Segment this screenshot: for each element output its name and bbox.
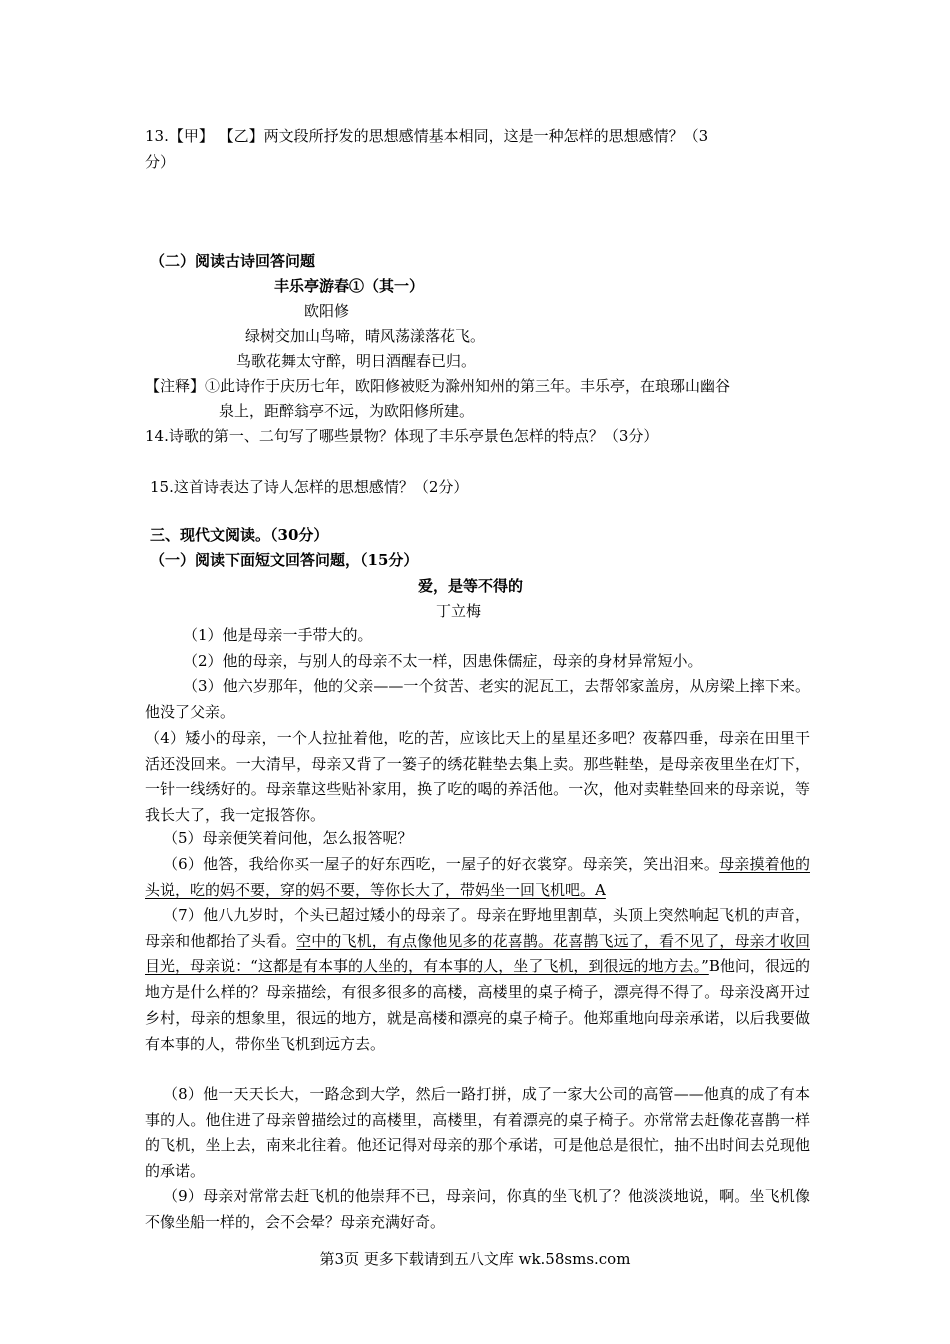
paragraph-7-text-2: B他问，很远的地方是什么样的？母亲描绘，有很多很多的高楼，高楼里的桌子椅子，漂亮得不得了。母亲没离开过乡村，母亲的想象里，很远的地方，就是高楼和漂亮的桌子椅子。他郑重地向母亲承诺，以后我要做有本事的人，带你坐飞机到远方去。 xyxy=(145,957,810,1053)
question-13-line2: 分） xyxy=(145,153,176,171)
poem-line-2: 鸟歌花舞太守醉，明日酒醒春已归。 xyxy=(236,352,477,370)
paragraph-2: （2）他的母亲，与别人的母亲不太一样，因患侏儒症，母亲的身材异常短小。 xyxy=(183,652,703,670)
article-title: 爱，是等不得的 xyxy=(418,577,524,595)
page-footer: 第3页 更多下载请到五八文库 wk.58sms.com xyxy=(319,1250,631,1268)
modern-sub-heading: （一）阅读下面短文回答问题，（15分） xyxy=(150,551,419,569)
poem-title: 丰乐亭游春①（其一） xyxy=(274,277,425,295)
question-13-line1: 13.【甲】 【乙】两文段所抒发的思想感情基本相同，这是一种怎样的思想感情？（3 xyxy=(145,127,709,145)
paragraph-6 xyxy=(145,852,810,903)
paragraph-3: （3）他六岁那年，他的父亲——一个贫苦、老实的泥瓦工，去帮邻家盖房，从房梁上摔下来。他没了父亲。 xyxy=(145,677,810,721)
paragraph-7-text-1: （7）他八九岁时，个头已超过矮小的母亲了。母亲在野地里割草，头顶上突然响起飞机的声音，母亲和他都抬了头看。 xyxy=(145,906,810,950)
poem-note-line1: 【注释】①此诗作于庆历七年，欧阳修被贬为滁州知州的第三年。丰乐亭，在琅琊山幽谷 xyxy=(145,377,731,395)
underlined-sentence-a: 母亲摸着他的头说，吃的妈不要，穿的妈不要，等你长大了，带妈坐一回飞机吧。A xyxy=(145,855,810,899)
poem-author: 欧阳修 xyxy=(304,302,350,320)
paragraph-8: （8）他一天天长大，一路念到大学，然后一路打拼，成了一家大公司的高管——他真的成了有本事的人。他住进了母亲曾描绘过的高楼里，高楼里，有着漂亮的桌子椅子。亦常常去赶像花喜鹊一样的飞机，坐上去，南来北往着。他还记得对母亲的那个承诺，可是他总是很忙，抽不出时间去兑现他的承诺。 xyxy=(145,1085,810,1181)
question-14: 14.诗歌的第一、二句写了哪些景物？体现了丰乐亭景色怎样的特点？（3分） xyxy=(145,427,659,445)
poem-note-line2: 泉上，距醉翁亭不远，为欧阳修所建。 xyxy=(219,402,475,420)
question-15: 15.这首诗表达了诗人怎样的思想感情？（2分） xyxy=(150,478,469,496)
paragraph-1: （1）他是母亲一手带大的。 xyxy=(183,626,373,644)
poem-section-heading: （二）阅读古诗回答问题 xyxy=(150,252,316,270)
paragraph-6-text: （6）他答，我给你买一屋子的好东西吃，一屋子的好衣裳穿。母亲笑，笑出泪来。 xyxy=(163,855,720,873)
paragraph-4: （4）矮小的母亲，一个人拉扯着他，吃的苦，应该比天上的星星还多吧？夜幕四垂，母亲在田里干活还没回来。一大清早，母亲又背了一篓子的绣花鞋垫去集上卖。那些鞋垫，是母亲夜里坐在灯下，一针一线绣好的。母亲靠这些贴补家用，换了吃的喝的养活他。一次，他对卖鞋垫回来的母亲说，等我长大了，我一定报答你。 xyxy=(145,729,810,825)
paragraph-5: （5）母亲便笑着问他，怎么报答呢？ xyxy=(163,829,413,847)
poem-line-1: 绿树交加山鸟啼，晴风荡漾落花飞。 xyxy=(245,327,486,345)
underlined-sentence-b: 空中的飞机，有点像他见多的花喜鹊。花喜鹊飞远了，看不见了，母亲才收回目光，母亲说：“这都是有本事的人坐的，有本事的人，坐了飞机，到很远的地方去。” xyxy=(145,931,810,976)
paragraph-7 xyxy=(145,903,810,1057)
modern-section-heading: 三、现代文阅读。（30分） xyxy=(150,526,329,544)
article-author: 丁立梅 xyxy=(436,602,482,620)
paragraph-9: （9）母亲对常常去赶飞机的他崇拜不已，母亲问，你真的坐飞机了？他淡淡地说，啊。坐飞机像不像坐船一样的，会不会晕？母亲充满好奇。 xyxy=(145,1187,810,1231)
